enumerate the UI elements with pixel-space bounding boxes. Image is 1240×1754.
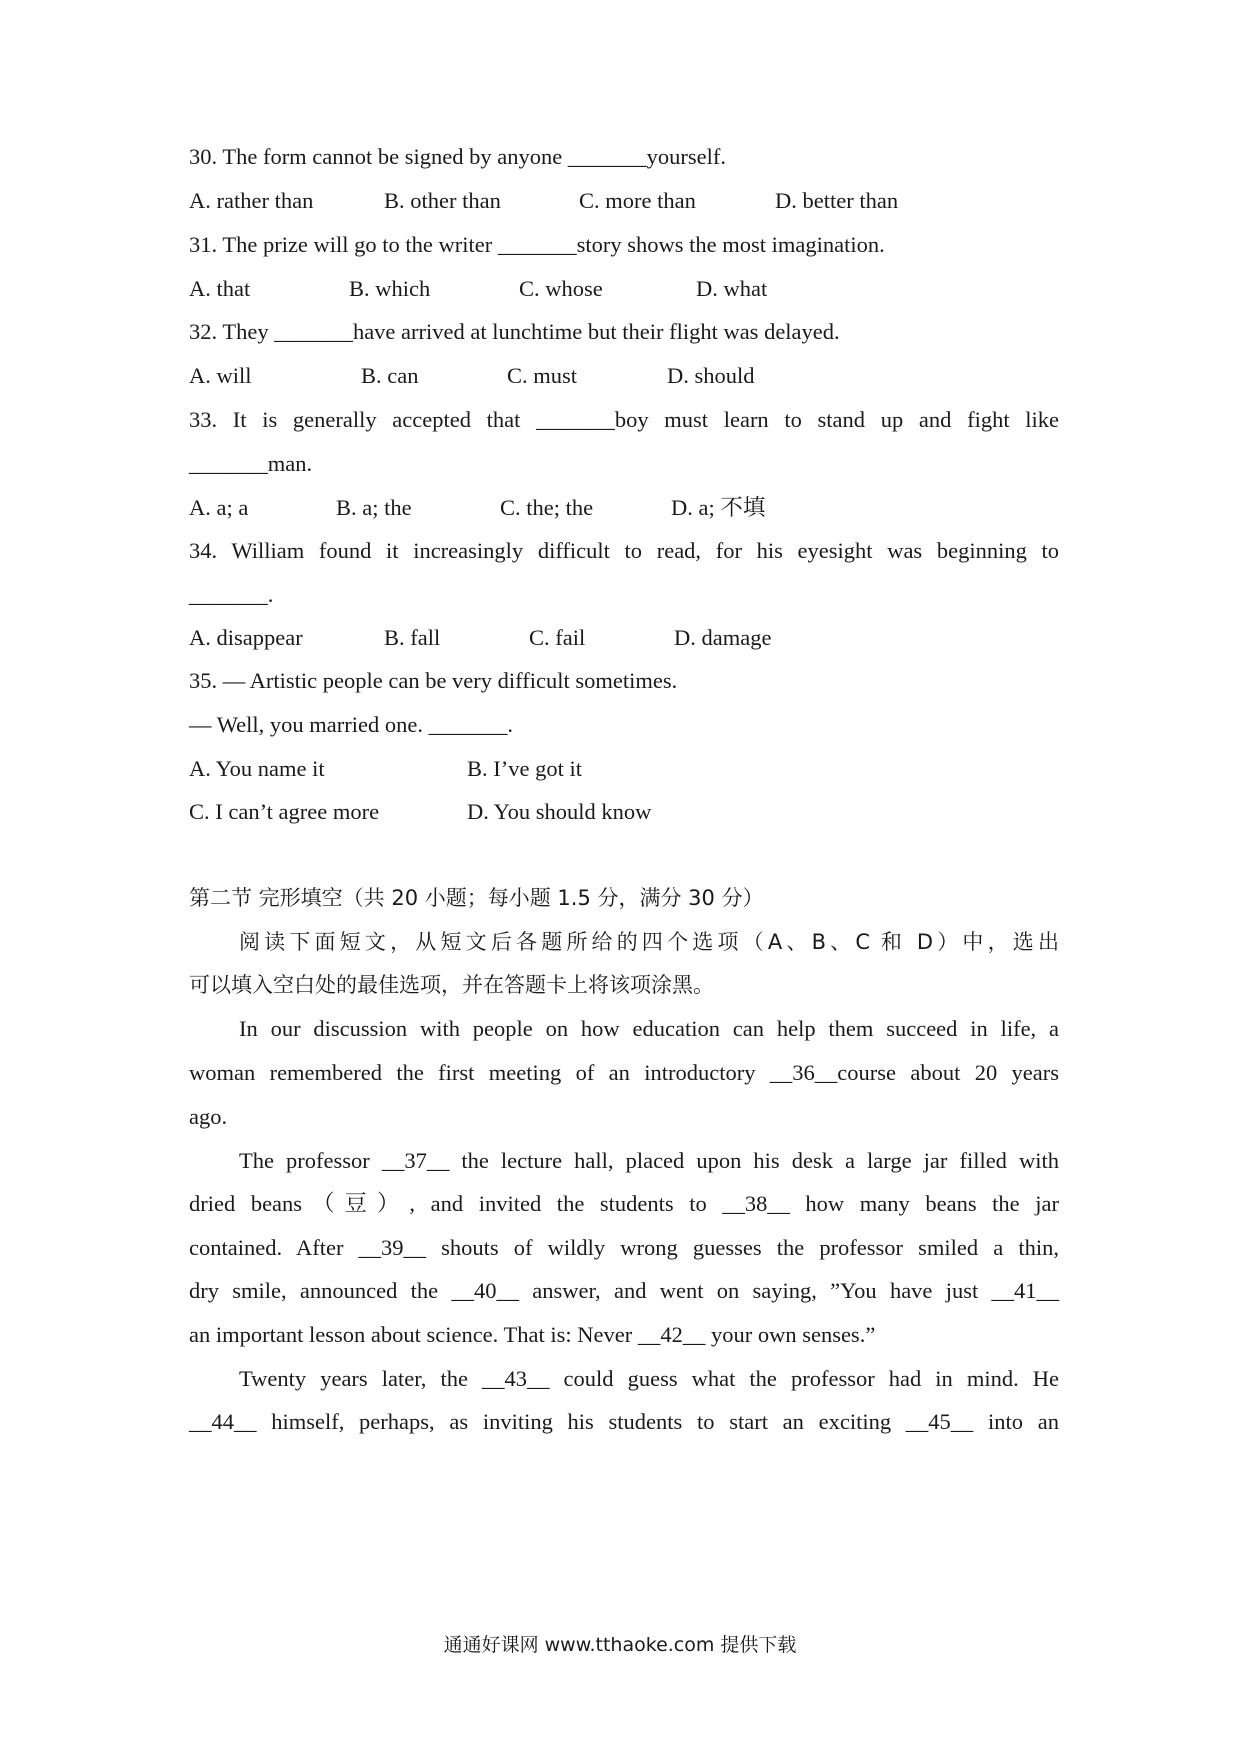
question-34-stem-line1: 34. William found it increasingly difficult to read, for his eyesight was beginning to xyxy=(189,538,1059,563)
option-c: C. more than xyxy=(579,188,696,213)
question-32-stem: 32. They _______have arrived at lunchtime but their flight was delayed. xyxy=(189,319,840,344)
section-title: 第二节 完形填空（共 20 小题；每小题 1.5 分，满分 30 分） xyxy=(189,886,764,910)
option-d: D. should xyxy=(667,363,755,388)
passage-p3-line2: __44__ himself, perhaps, as inviting his students to start an exciting __45__ into an xyxy=(189,1409,1059,1434)
option-b: B. can xyxy=(361,363,419,388)
question-35-stem-line2: — Well, you married one. _______. xyxy=(189,712,513,737)
question-33-stem-line1: 33. It is generally accepted that _______boy must learn to stand up and fight like xyxy=(189,407,1059,432)
passage-p2-line5: an important lesson about science. That is: Never __42__ your own senses.” xyxy=(189,1322,876,1347)
question-33-stem-line2: _______man. xyxy=(189,451,313,476)
passage-p2-line4: dry smile, announced the __40__ answer, and went on saying, ”You have just __41__ xyxy=(189,1278,1059,1303)
option-d: D. a; 不填 xyxy=(671,495,766,520)
question-34-stem-line2: _______. xyxy=(189,582,274,607)
option-a: A. that xyxy=(189,276,251,301)
section-instruction-line1: 阅读下面短文，从短文后各题所给的四个选项（A、B、C 和 D）中，选出 xyxy=(239,930,1059,954)
option-b: B. I’ve got it xyxy=(467,756,582,781)
option-d: D. You should know xyxy=(467,799,652,824)
option-a: A. will xyxy=(189,363,252,388)
passage-p1-line2: woman remembered the first meeting of an introductory __36__course about 20 years xyxy=(189,1060,1059,1085)
option-d: D. what xyxy=(696,276,768,301)
option-d: D. better than xyxy=(775,188,899,213)
option-c: C. must xyxy=(507,363,578,388)
page-footer: 通通好课网 www.tthaoke.com 提供下载 xyxy=(443,1634,797,1656)
passage-p2-line1: The professor __37__ the lecture hall, placed upon his desk a large jar filled with xyxy=(239,1148,1059,1173)
passage-p3-line1: Twenty years later, the __43__ could guess what the professor had in mind. He xyxy=(239,1366,1059,1391)
question-30-stem: 30. The form cannot be signed by anyone _______yourself. xyxy=(189,144,726,169)
passage-p2-line2: dried beans（豆）, and invited the students to __38__ how many beans the jar xyxy=(189,1191,1059,1216)
option-a: A. You name it xyxy=(189,756,325,781)
option-c: C. I can’t agree more xyxy=(189,799,380,824)
section-instruction-line2: 可以填入空白处的最佳选项，并在答题卡上将该项涂黑。 xyxy=(189,973,714,997)
passage-p1-line3: ago. xyxy=(189,1104,228,1129)
option-c: C. fail xyxy=(529,625,586,650)
option-b: B. a; the xyxy=(336,495,412,520)
option-d: D. damage xyxy=(674,625,772,650)
question-35-stem-line1: 35. — Artistic people can be very difficult sometimes. xyxy=(189,668,678,693)
question-31-stem: 31. The prize will go to the writer _______story shows the most imagination. xyxy=(189,232,885,257)
option-c: C. whose xyxy=(519,276,603,301)
passage-p1-line1: In our discussion with people on how education can help them succeed in life, a xyxy=(239,1016,1059,1041)
passage-p2-line3: contained. After __39__ shouts of wildly wrong guesses the professor smiled a thin, xyxy=(189,1235,1059,1260)
option-c: C. the; the xyxy=(500,495,594,520)
option-b: B. other than xyxy=(384,188,501,213)
option-a: A. rather than xyxy=(189,188,314,213)
option-b: B. which xyxy=(349,276,431,301)
option-a: A. disappear xyxy=(189,625,303,650)
option-b: B. fall xyxy=(384,625,441,650)
option-a: A. a; a xyxy=(189,495,249,520)
